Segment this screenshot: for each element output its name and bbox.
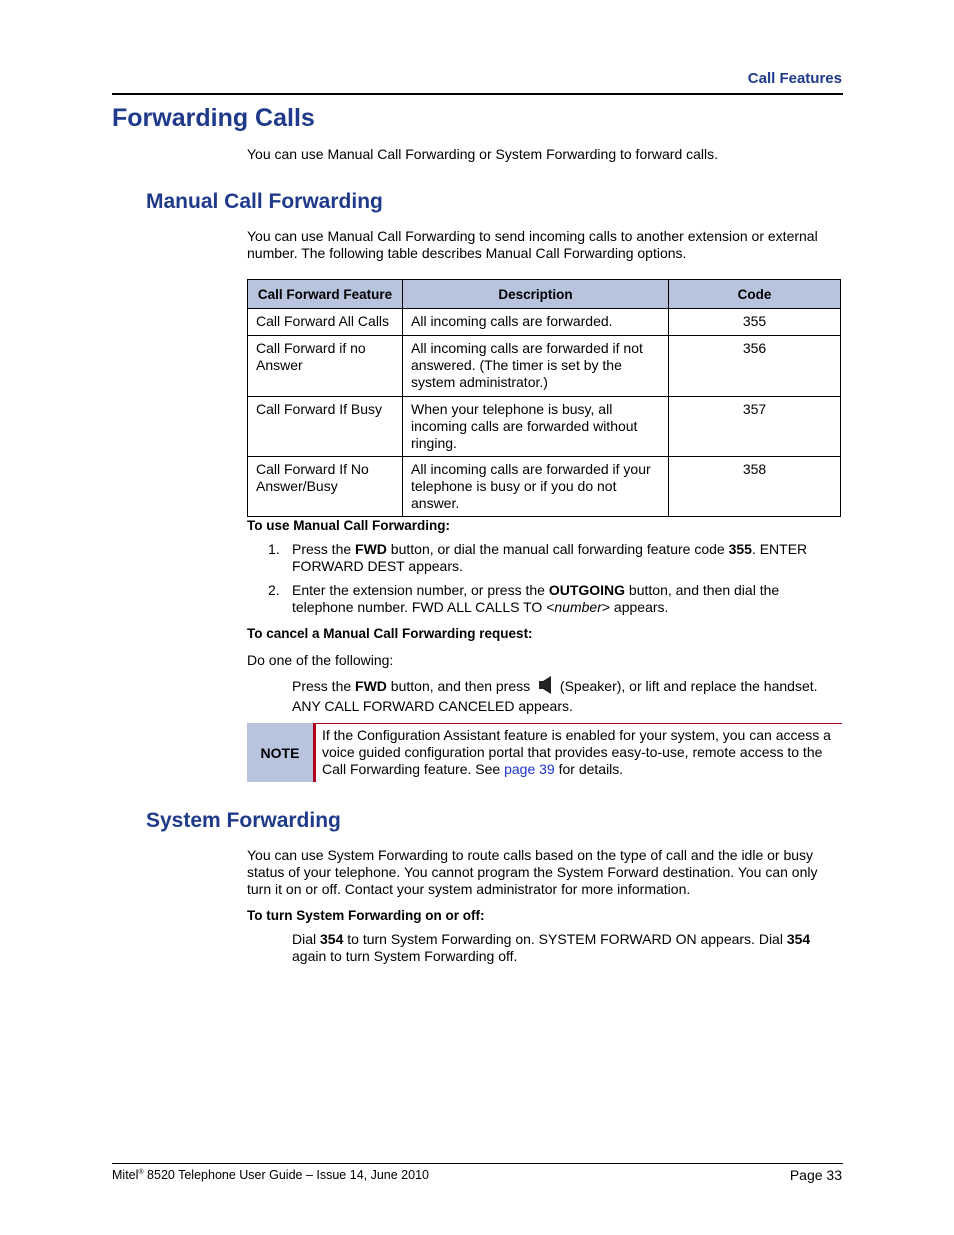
feature-cell: Call Forward If No Answer/Busy: [248, 457, 403, 517]
description-cell: All incoming calls are forwarded.: [403, 309, 669, 336]
table-row: [248, 457, 841, 517]
turn-procedure-heading: To turn System Forwarding on or off:: [247, 908, 485, 923]
step-text: Press the FWD button, or dial the manual call forwarding feature code 355. ENTER FORWARD DEST appears.: [292, 541, 808, 574]
code-cell: 358: [669, 457, 841, 517]
call-forward-table: [247, 279, 841, 517]
feature-cell: Call Forward If Busy: [248, 397, 403, 457]
table-header-row: [248, 280, 841, 309]
table-row: [248, 397, 841, 457]
use-procedure-heading: To use Manual Call Forwarding:: [247, 518, 451, 533]
page-title: Forwarding Calls: [112, 104, 315, 132]
code-cell: 356: [669, 336, 841, 397]
note-text: If the Configuration Assistant feature is enabled for your system, you can access a voice guided configuration portal that provides easy-to-use, remote access to the Call Forwarding feature. See page 39 for details.: [322, 727, 831, 777]
page-link[interactable]: page 39: [504, 761, 555, 777]
header-code: Code: [669, 280, 841, 309]
manual-forwarding-paragraph: You can use Manual Call Forwarding to send incoming calls to another extension or external number. The following table describes Manual Call Forwarding options.: [247, 228, 818, 261]
running-header: Call Features: [747, 70, 842, 87]
header-rule: [112, 93, 843, 95]
code-cell: 357: [669, 397, 841, 457]
step-text: Enter the extension number, or press the OUTGOING button, and then dial the telephone number. FWD ALL CALLS TO <number> appears.: [292, 582, 780, 615]
feature-cell: Call Forward All Calls: [248, 309, 403, 336]
step-2: [268, 582, 843, 616]
note-top-rule: [316, 723, 842, 724]
manual-forwarding-heading: Manual Call Forwarding: [146, 190, 383, 213]
step-number: 2.: [268, 582, 280, 598]
feature-cell: Call Forward if no Answer: [248, 336, 403, 397]
note-divider: [313, 723, 316, 782]
footer-rule: [112, 1163, 843, 1164]
note-callout: [247, 723, 842, 782]
cancel-instruction: Press the FWD button, and then press (Speaker), or lift and replace the handset. ANY CALL FORWARD CANCELED appears.: [292, 678, 818, 714]
table-row: [248, 336, 841, 397]
footer-doc-title: Mitel® 8520 Telephone User Guide – Issue 14, June 2010: [112, 1168, 429, 1182]
do-one-text: Do one of the following:: [247, 652, 394, 668]
header-feature: Call Forward Feature: [248, 280, 403, 309]
step-number: 1.: [268, 541, 280, 557]
note-label: NOTE: [247, 723, 313, 782]
speaker-icon: [538, 676, 552, 698]
system-forwarding-paragraph: You can use System Forwarding to route calls based on the type of call and the idle or busy status of your telephone. You cannot program the System Forward destination. You can only turn it on or off. Contact your system administrator for more information.: [247, 847, 818, 897]
cancel-procedure-heading: To cancel a Manual Call Forwarding request:: [247, 626, 533, 641]
intro-paragraph: You can use Manual Call Forwarding or System Forwarding to forward calls.: [247, 146, 719, 162]
description-cell: All incoming calls are forwarded if not answered. (The timer is set by the system administrator.): [403, 336, 669, 397]
dial-instruction: Dial 354 to turn System Forwarding on. SYSTEM FORWARD ON appears. Dial 354 again to turn System Forwarding off.: [292, 931, 811, 964]
description-cell: All incoming calls are forwarded if your telephone is busy or if you do not answer.: [403, 457, 669, 517]
header-description: Description: [403, 280, 669, 309]
code-cell: 355: [669, 309, 841, 336]
system-forwarding-heading: System Forwarding: [146, 809, 341, 832]
description-cell: When your telephone is busy, all incoming calls are forwarded without ringing.: [403, 397, 669, 457]
table-row: [248, 309, 841, 336]
page-number: Page 33: [789, 1167, 842, 1183]
step-1: [268, 541, 843, 575]
